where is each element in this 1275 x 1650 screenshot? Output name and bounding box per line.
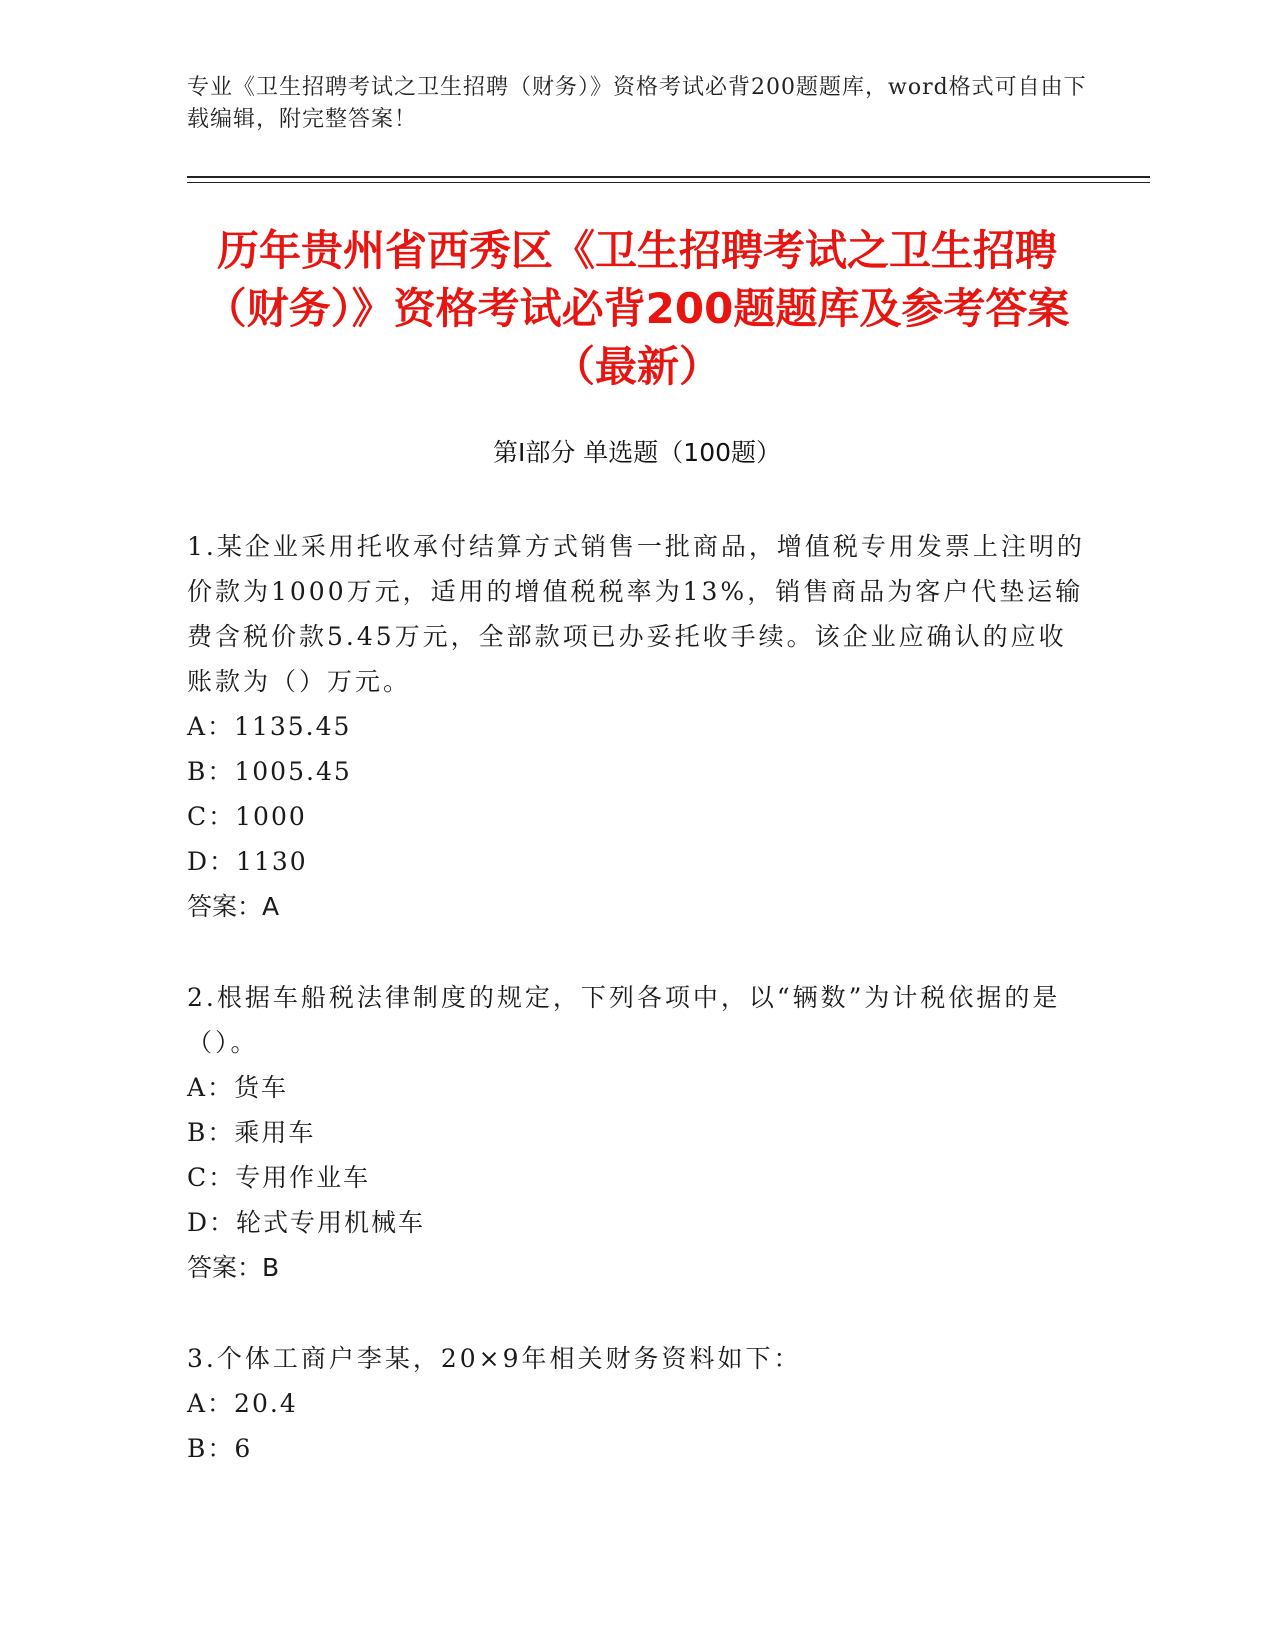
option-a: A：1135.45 [187,712,352,741]
section-heading: 第I部分 单选题（100题） [492,438,782,467]
answer: 答案：A [187,892,280,921]
answer: 答案：B [187,1253,280,1282]
question-3 [187,1336,1087,1471]
option-c: C：专用作业车 [187,1163,371,1192]
document-title: 历年贵州省西秀区《卫生招聘考试之卫生招聘（财务）》资格考试必背200题题库及参考答案（最新） [204,226,1070,391]
option-b: B：6 [187,1434,253,1463]
option-c: C：1000 [187,802,307,831]
option-b: B：乘用车 [187,1118,316,1147]
question-stem: 2.根据车船税法律制度的规定，下列各项中，以“辆数”为计税依据的是（）。 [187,983,1061,1057]
question-2 [187,975,1087,1290]
question-list [187,524,1087,1517]
header-divider-thick [187,176,1150,178]
option-d: D：1130 [187,847,308,876]
header-divider-thin [187,182,1150,183]
option-a: A：货车 [187,1073,289,1102]
question-stem: 1.某企业采用托收承付结算方式销售一批商品，增值税专用发票上注明的价款为1000万元，适用的增值税税率为13%，销售商品为客户代垫运输费含税价款5.45万元，全部款项已办妥托收手续。该企业应确认的应收账款为（）万元。 [187,532,1085,696]
question-stem: 3.个体工商户李某，20×9年相关财务资料如下： [187,1344,802,1373]
option-d: D：轮式专用机械车 [187,1208,426,1237]
question-1 [187,524,1087,929]
header-note: 专业《卫生招聘考试之卫生招聘（财务）》资格考试必背200题题库，word格式可自由下载编辑，附完整答案！ [187,75,1087,132]
option-a: A：20.4 [187,1389,298,1418]
option-b: B：1005.45 [187,757,352,786]
